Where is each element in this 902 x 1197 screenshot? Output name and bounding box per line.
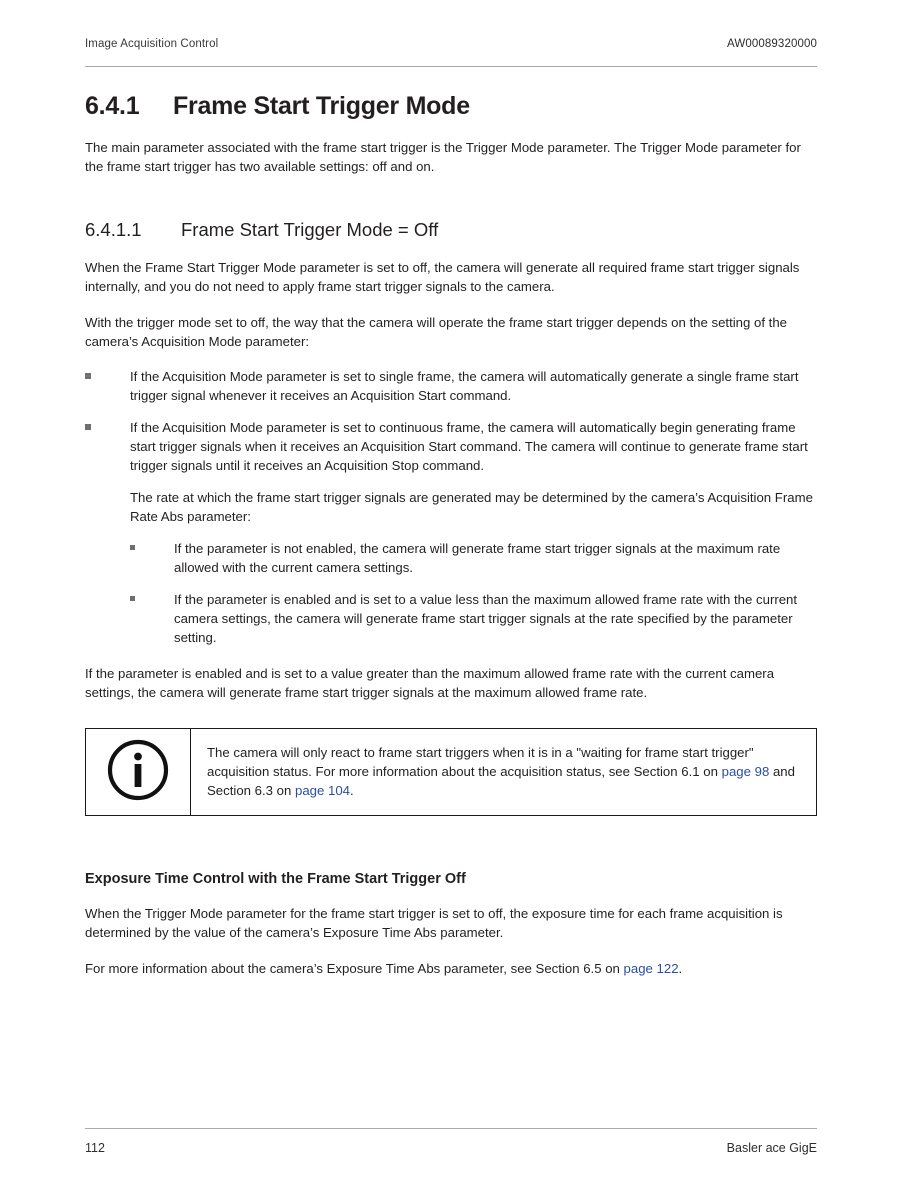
header-divider [85,66,817,67]
list-item-text: If the Acquisition Mode parameter is set to single frame, the camera will automatically generate a single frame start trigger signal whenever it receives an Acquisition Start command. [130,369,799,403]
exposure-heading: Exposure Time Control with the Frame Start Trigger Off [85,871,466,887]
square-bullet-icon [130,596,135,601]
note-text-part-3: . [350,783,354,799]
exposure-link-page-122[interactable]: page 122 [623,961,679,976]
nested-bullet-list [130,539,817,647]
subsection-paragraph-2: With the trigger mode set to off, the way that the camera will operate the frame start trigger depends on the setting of the camera’s Acquisition Mode parameter: [85,315,788,349]
section-heading [85,92,817,121]
note-link-page-98[interactable]: page 98 [721,764,770,780]
page-footer [85,1141,817,1155]
note-text-cell [191,729,816,815]
list-item-text: If the parameter is not enabled, the camera will generate frame start trigger signals at the maximum rate allowed with the current camera settings. [174,541,781,575]
subsection-number: 6.4.1.1 [85,219,142,240]
list-item-text: If the parameter is enabled and is set to a value less than the maximum allowed frame rate with the current camera settings, the camera will generate frame start trigger signals at the rate specified by the parameter setting. [174,592,798,645]
running-header-right: AW00089320000 [727,38,817,50]
note-link-page-104[interactable]: page 104 [294,783,350,799]
exposure-paragraph-2 [85,959,817,978]
info-icon [107,739,169,806]
note-icon-cell [86,729,191,815]
subsection-paragraph-1: When the Frame Start Trigger Mode parameter is set to off, the camera will generate all required frame start trigger signals internally, and you do not need to apply frame start trigger signals to the camera. [85,260,800,294]
square-bullet-icon [85,424,91,430]
list-item [130,539,817,577]
exposure-para2-part-2: . [678,961,683,976]
list-item-text: If the Acquisition Mode parameter is set to continuous frame, the camera will automatically begin generating frame start trigger signals when it receives an Acquisition Start command. The camera will continue to generate frame start trigger signals until it receives an Acquisition Stop command. [130,420,808,473]
exposure-para2-part-1: For more information about the camera’s Exposure Time Abs parameter, see Section 6.5 on [85,961,624,976]
subsection-title: Frame Start Trigger Mode = Off [181,219,439,240]
list-item [85,418,817,647]
list-item [130,590,817,647]
post-list-paragraph: If the parameter is enabled and is set to a value greater than the maximum allowed frame rate with the current camera settings, the camera will generate frame start trigger signals at the maximum allowed frame rate. [85,666,775,700]
list-item [85,367,817,405]
square-bullet-icon [130,545,135,550]
section-intro-paragraph: The main parameter associated with the frame start trigger is the Trigger Mode parameter. The Trigger Mode parameter for the frame start trigger has two available settings: off and on. [85,140,801,174]
footer-divider [85,1128,817,1129]
note-text-part-1: The camera will only react to frame start triggers when it is in a "waiting for frame start trigger" acquisition status. For more information about the acquisition status, see Section 6.1 on [207,745,754,780]
document-body [85,92,817,978]
list-item-subparagraph: The rate at which the frame start trigger signals are generated may be determined by the camera’s Acquisition Frame Rate Abs parameter: [130,490,813,524]
page-number: 112 [85,1141,105,1155]
exposure-paragraph-1: When the Trigger Mode parameter for the frame start trigger is set to off, the exposure time for each frame acquisition is determined by the value of the camera’s Exposure Time Abs parameter. [85,906,783,940]
section-title: Frame Start Trigger Mode [173,92,470,120]
page-content [85,0,817,1197]
section-number: 6.4.1 [85,92,140,120]
note-box [85,728,817,816]
subsection-heading [85,219,817,241]
note-text-part-2: and Section 6.3 on [207,764,795,799]
square-bullet-icon [85,373,91,379]
footer-product-name: Basler ace GigE [726,1141,817,1155]
bullet-list [85,367,817,647]
running-header-left: Image Acquisition Control [85,38,219,50]
running-header [85,38,817,50]
